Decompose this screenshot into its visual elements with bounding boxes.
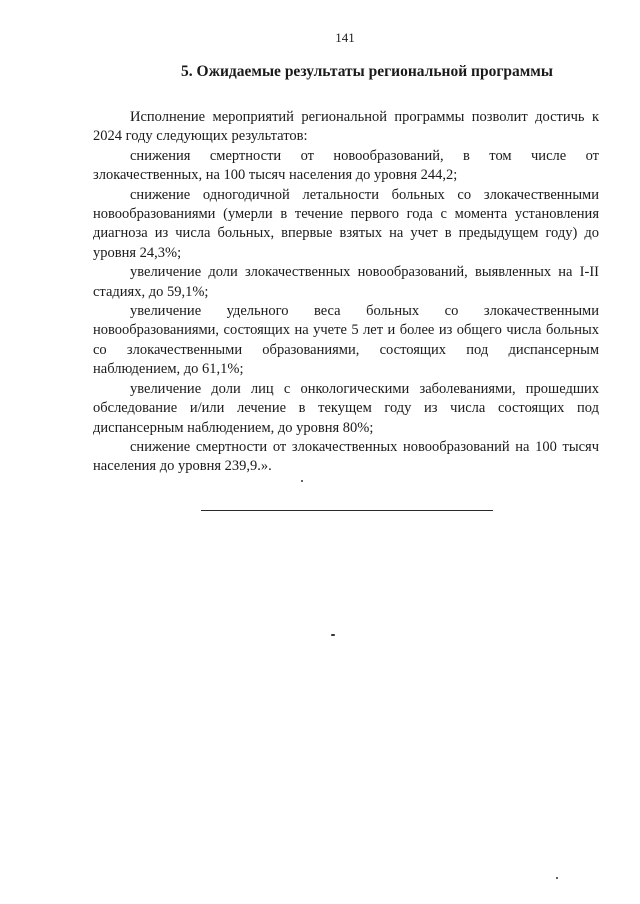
result-item-treatment-share: увеличение доли лиц с онкологическими заболеваниями, прошедших обследование и/или лечение в текущем году из числа состоящих под диспансерным наблюдением, до уровня 80%;: [93, 380, 599, 436]
result-item-one-year-lethality: снижение одногодичной летальности больных со злокачественными новообразованиями (умерли в течение первого года с момента установления диагноза из числа больных, впервые взятых на учет в предыдущем году) до уровня 24,3%;: [93, 186, 599, 261]
result-item-early-detection: увеличение доли злокачественных новообразований, выявленных на I-II стадиях, до 59,1%;: [93, 264, 599, 300]
document-body: [93, 108, 599, 477]
section-title: 5. Ожидаемые результаты региональной программы: [181, 63, 553, 80]
intro-paragraph: Исполнение мероприятий региональной программы позволит достичь к 2024 году следующих результатов:: [93, 109, 599, 145]
scan-speck: [301, 480, 303, 482]
scan-speck: [331, 634, 335, 636]
result-item-five-year-registry: увеличение удельного веса больных со злокачественными новообразованиями, состоящих на учете 5 лет и более из общего числа больных со злокачественными образованиями, состоящих под диспансерным наблюдением, до 61,1%;: [93, 303, 599, 378]
end-divider-line: [201, 510, 493, 511]
page-number: 141: [335, 30, 355, 45]
result-item-mortality: снижения смертности от новообразований, в том числе от злокачественных, на 100 тысяч населения до уровня 244,2;: [93, 147, 599, 184]
scan-speck: [556, 877, 558, 879]
result-item-malignant-mortality: снижение смертности от злокачественных новообразований на 100 тысяч населения до уровня 239,9.».: [93, 438, 599, 475]
